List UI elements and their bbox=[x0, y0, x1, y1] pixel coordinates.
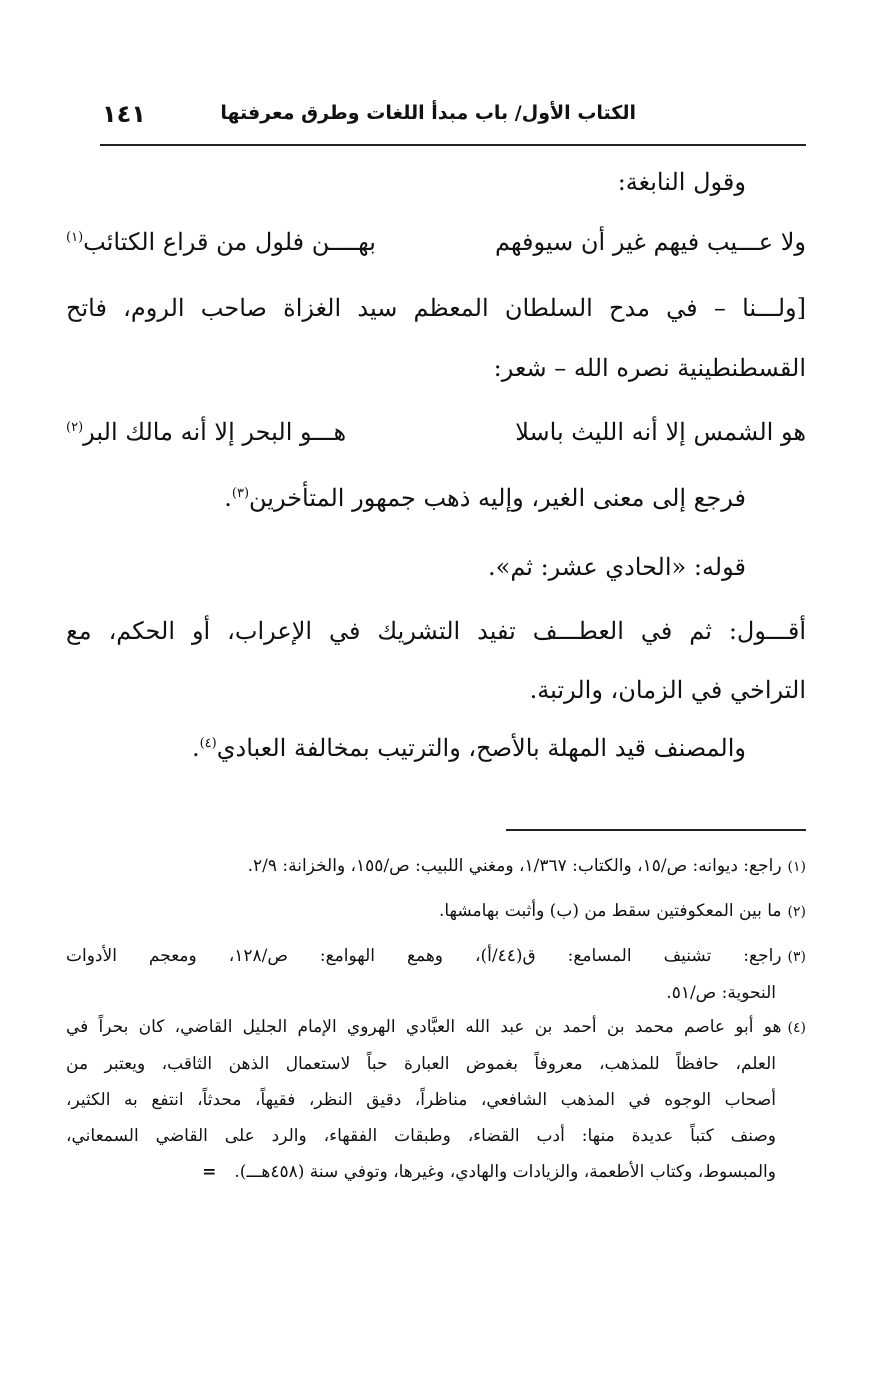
verse-1 bbox=[66, 228, 806, 268]
footnote-ref-1: (١) bbox=[66, 230, 84, 245]
paragraph-1-line-2: القسطنطينية نصره الله – شعر: bbox=[493, 354, 806, 382]
verse-1-second-hemistich-text: بهــــن فلول من قراع الكتائب bbox=[83, 228, 376, 256]
footnote-3 bbox=[66, 938, 806, 1011]
footnote-ref-2: (٢) bbox=[66, 420, 84, 435]
footnote-1-text: راجع: ديوانه: ص/١٥، والكتاب: ١/٣٦٧، ومغني اللبيب: ص/١٥٥، والخزانة: ٢/٩. bbox=[247, 856, 782, 876]
body-line-intro: وقول النابغة: bbox=[617, 168, 746, 196]
paragraph-2-line-2: التراخي في الزمان، والرتبة. bbox=[529, 676, 806, 704]
footnote-4-line-1 bbox=[66, 1009, 806, 1046]
body-line-fn3-end: . bbox=[224, 484, 232, 512]
verse-2-second-hemistich-text: هـــو البحر إلا أنه مالك البر bbox=[83, 418, 347, 446]
footnote-2-line bbox=[66, 893, 806, 930]
footnote-4-line-4: وصنف كتباً عديدة منها: أدب القضاء، وطبقات الفقهاء، والرد على القاضي السمعاني، bbox=[66, 1126, 776, 1146]
paragraph-1-line-1: [ولـــنا – في مدح السلطان المعظم سيد الغزاة صاحب الروم، فاتح bbox=[66, 294, 806, 322]
footnote-1 bbox=[66, 848, 806, 885]
footnote-2-number: (٢) bbox=[787, 904, 806, 920]
footnote-4-line-5 bbox=[66, 1154, 806, 1190]
body-line-fn4-text: والمصنف قيد المهلة بالأصح، والترتيب بمخالفة العبادي bbox=[216, 734, 746, 762]
page-number: ١٤١ bbox=[102, 100, 146, 128]
footnote-3-line-2: النحوية: ص/٥١. bbox=[666, 983, 776, 1003]
footnote-4-text-5: والمبسوط، وكتاب الأطعمة، والزيادات والهادي، وغيرها، وتوفي سنة (٤٥٨هـــ). bbox=[234, 1162, 776, 1182]
footnote-4-number: (٤) bbox=[787, 1020, 806, 1036]
verse-2 bbox=[66, 418, 806, 458]
footnote-4-line-2: العلم، حافظاً للمذهب، معروفاً بغموض العبارة حباً لاستعمال الذهن الثاقب، ويعتبر من bbox=[66, 1054, 776, 1074]
footnote-rule bbox=[506, 829, 806, 831]
quote-line: قوله: «الحادي عشر: ثم». bbox=[488, 553, 746, 581]
continuation-mark: = bbox=[202, 1162, 217, 1182]
body-line-fn3 bbox=[224, 484, 746, 513]
footnote-3-text-1: راجع: تشنيف المسامع: ق(٤٤/أ)، وهمع الهوامع: ص/١٢٨، ومعجم الأدوات bbox=[66, 946, 782, 966]
verse-1-second-hemistich bbox=[66, 228, 376, 256]
footnote-4 bbox=[66, 1009, 806, 1190]
footnote-1-number: (١) bbox=[787, 859, 806, 875]
body-line-fn3-text: فرجع إلى معنى الغير، وإليه ذهب جمهور المتأخرين bbox=[249, 484, 746, 512]
footnote-1-line bbox=[66, 848, 806, 885]
footnote-4-text-1: هو أبو عاصم محمد بن أحمد بن عبد الله العبَّادي الهروي الإمام الجليل القاضي، كان بحراً في bbox=[66, 1017, 782, 1037]
running-header bbox=[100, 100, 806, 140]
verse-2-first-hemistich: هو الشمس إلا أنه الليث باسلا bbox=[515, 418, 806, 446]
header-rule bbox=[100, 144, 806, 146]
footnote-3-line-1 bbox=[66, 938, 806, 975]
footnote-ref-4: (٤) bbox=[199, 736, 217, 751]
footnote-2 bbox=[66, 893, 806, 930]
running-header-title: الكتاب الأول/ باب مبدأ اللغات وطرق معرفتها bbox=[220, 102, 636, 124]
verse-1-first-hemistich: ولا عـــيب فيهم غير أن سيوفهم bbox=[495, 228, 806, 256]
footnote-ref-3: (٣) bbox=[231, 486, 250, 501]
verse-2-second-hemistich bbox=[66, 418, 346, 446]
footnote-3-number: (٣) bbox=[787, 949, 806, 965]
footnote-2-text: ما بين المعكوفتين سقط من (ب) وأثبت بهامشها. bbox=[438, 901, 782, 921]
footnote-4-line-3: أصحاب الوجوه في المذهب الشافعي، مناظراً، دقيق النظر، فقيهاً، محدثاً، انتفع به الكثير، bbox=[66, 1090, 776, 1110]
paragraph-2-line-1: أقـــول: ثم في العطـــف تفيد التشريك في الإعراب، أو الحكم، مع bbox=[66, 617, 806, 645]
body-line-fn4 bbox=[192, 734, 746, 763]
body-line-fn4-end: . bbox=[191, 734, 200, 762]
